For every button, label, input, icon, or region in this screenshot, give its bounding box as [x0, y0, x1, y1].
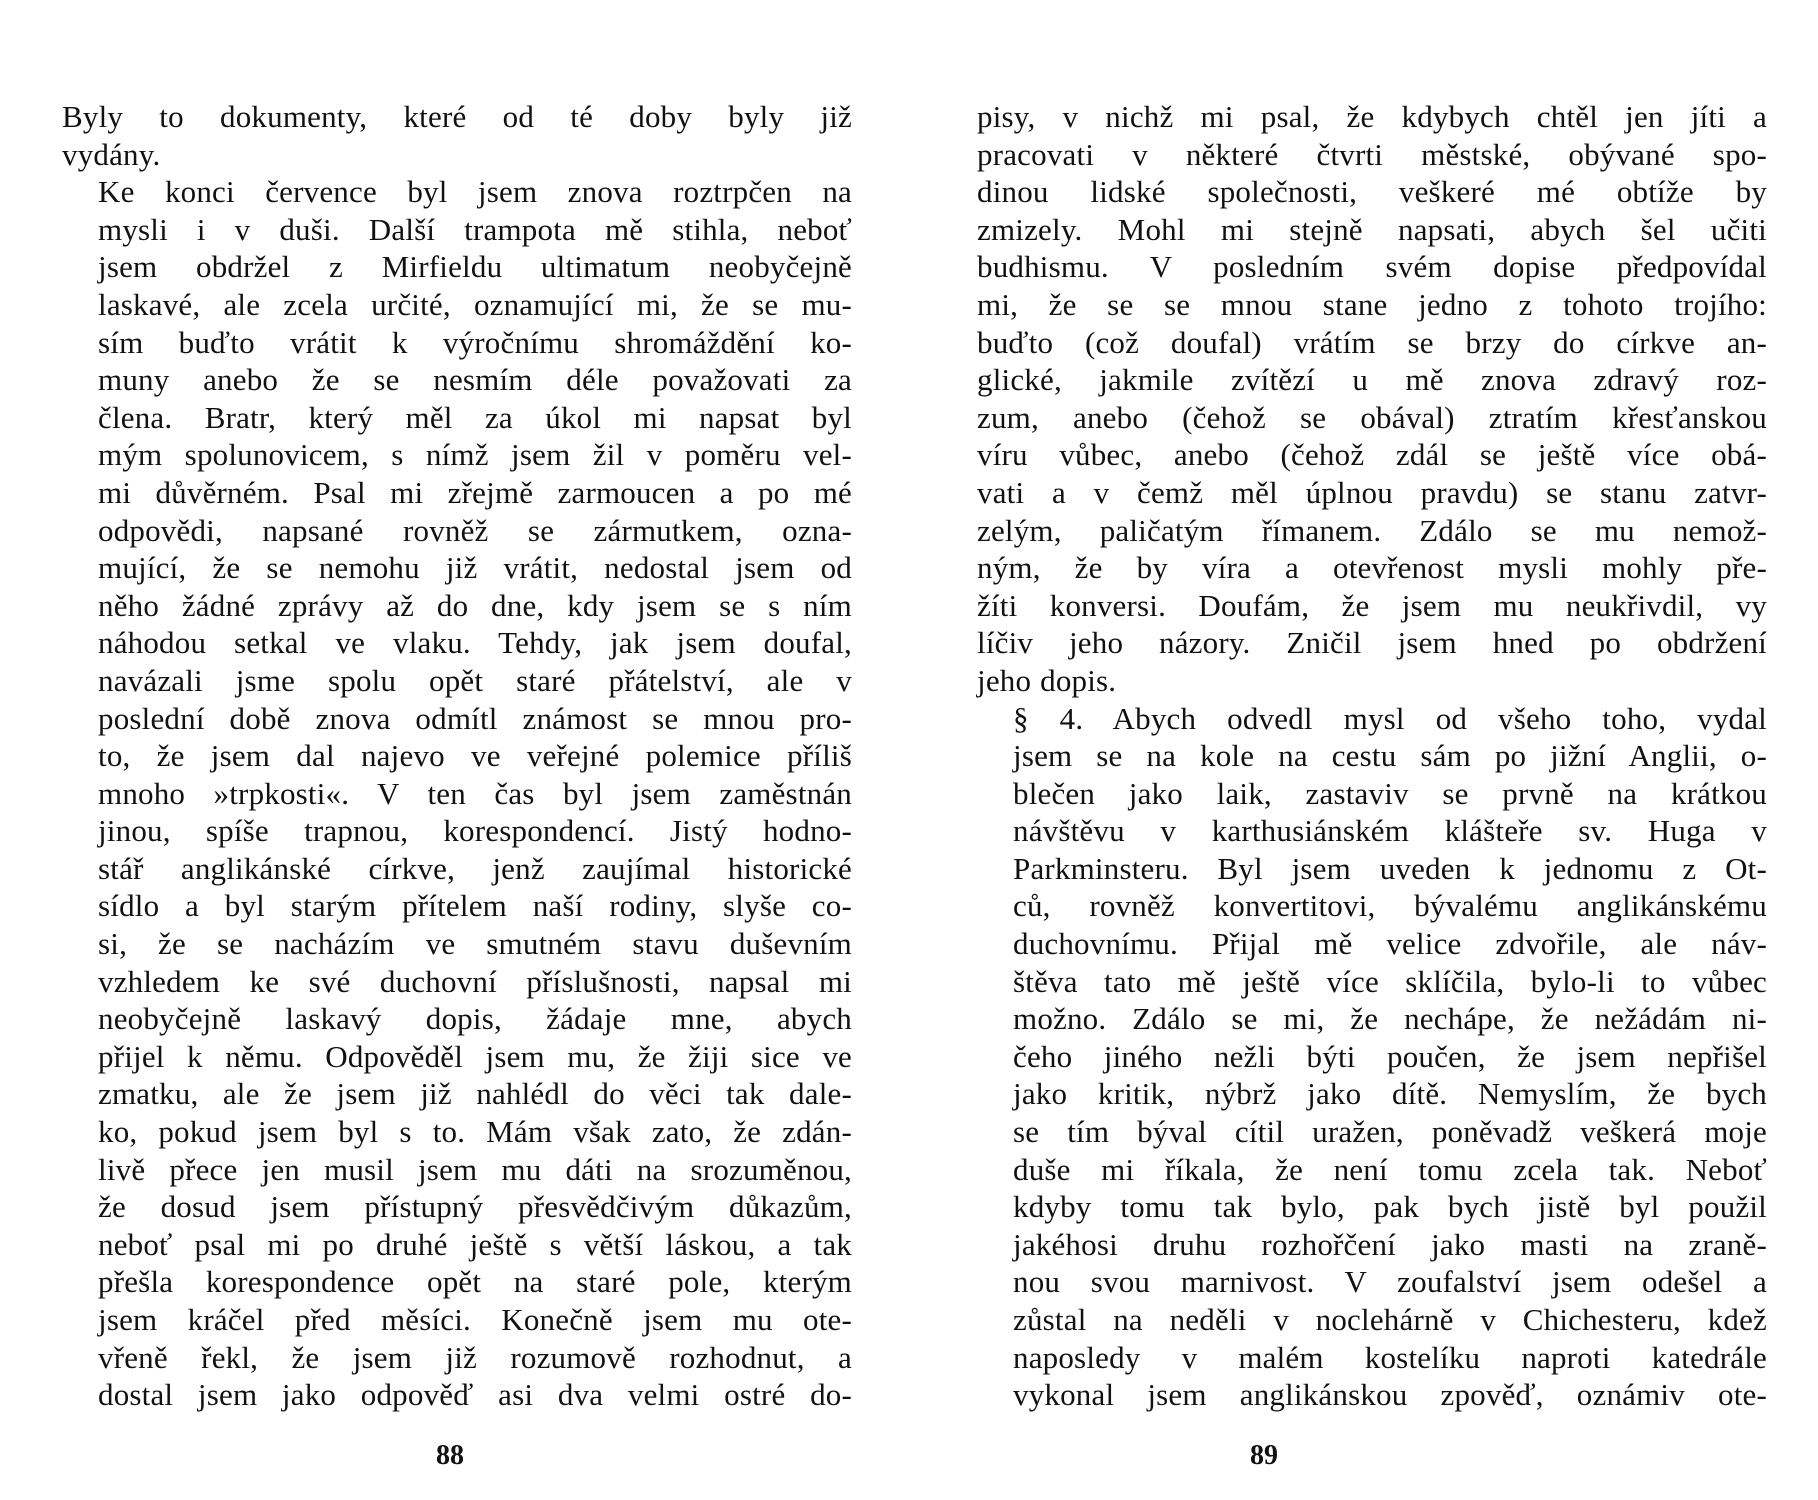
text-line: zum, anebo (čehož se obával) ztratím křesťanskou: [977, 399, 1767, 435]
text-line: jinou, spíše trapnou, korespondencí. Jistý hodno-: [98, 813, 852, 849]
text-line: vřeně řekl, že jsem již rozumově rozhodnut, a: [98, 1339, 852, 1375]
text-line: blečen jako laik, zastaviv se prvně na krátkou: [1013, 775, 1767, 811]
text-line: ným, že by víra a otevřenost mysli mohly pře-: [977, 550, 1767, 586]
text-line: dinou lidské společnosti, veškeré mé obtíže by: [977, 174, 1767, 210]
text-line: něho žádné zprávy až do dne, kdy jsem se s ním: [98, 587, 852, 623]
page-number: 88: [436, 1440, 464, 1471]
right-page: [909, 0, 1818, 1500]
text-line: člena. Bratr, který měl za úkol mi napsat byl: [98, 399, 852, 435]
text-line: jakéhosi druhu rozhořčení jako masti na zraně-: [1013, 1226, 1767, 1262]
text-line: jsem se na kole na cestu sám po jižní Anglii, o-: [1013, 738, 1767, 774]
text-line: dostal jsem jako odpověď asi dva velmi ostré do-: [98, 1377, 852, 1413]
text-line: neobyčejně laskavý dopis, žádaje mne, abych: [98, 1001, 852, 1037]
text-line: zelým, paličatým římanem. Zdálo se mu nemož-: [977, 512, 1767, 548]
text-line: jako kritik, nýbrž jako dítě. Nemyslím, že bych: [1013, 1076, 1767, 1112]
text-line: jsem kráčel před měsíci. Konečně jsem mu ote-: [98, 1302, 852, 1337]
text-line: duchovnímu. Přijal mě velice zdvořile, ale náv-: [1013, 926, 1767, 962]
text-line: přijel k němu. Odpověděl jsem mu, že žiji sice ve: [98, 1038, 852, 1074]
paragraph: [977, 98, 1767, 700]
text-line: odpovědi, napsané rovněž se zármutkem, ozna-: [98, 512, 852, 548]
text-line: návštěvu v karthusiánském klášteře sv. Huga v: [1013, 813, 1767, 849]
text-line: vzhledem ke své duchovní příslušnosti, napsal mi: [98, 963, 852, 999]
text-line: livě přece jen musil jsem mu dáti na srozuměnou,: [98, 1151, 852, 1187]
text-line: glické, jakmile zvítězí u mě znova zdravý roz-: [977, 362, 1767, 398]
text-line: ců, rovněž konvertitovi, bývalému anglikánskému: [1013, 888, 1767, 924]
text-line: poslední době znova odmítl známost se mnou pro-: [98, 700, 852, 736]
right-text-column: [977, 98, 1767, 1414]
page-number: 89: [1250, 1440, 1278, 1471]
text-line: mnoho »trpkosti«. V ten čas byl jsem zaměstnán: [98, 775, 852, 811]
text-line: vydány.: [62, 136, 161, 172]
text-line: líčiv jeho názory. Zničil jsem hned po obdržení: [977, 625, 1767, 661]
text-line: Parkminsteru. Byl jsem uveden k jednomu z Ot-: [1013, 850, 1767, 886]
text-line: mi, že se se mnou stane jedno z tohoto trojího:: [977, 286, 1767, 322]
text-line: zmatku, ale že jsem již nahlédl do věci tak dale-: [98, 1076, 852, 1112]
text-line: kdyby tomu tak bylo, pak bych jistě byl použil: [1013, 1189, 1767, 1225]
paragraph: [977, 700, 1767, 1414]
text-line: duše mi říkala, že není tomu zcela tak. Neboť: [1013, 1151, 1767, 1187]
text-line: že dosud jsem přístupný přesvědčivým důkazům,: [98, 1189, 852, 1225]
text-line: stář anglikánské církve, jenž zaujímal historické: [98, 850, 852, 886]
text-line: vati a v čemž měl úplnou pravdu) se stanu zatvr-: [977, 474, 1767, 510]
text-line: pisy, v nichž mi psal, že kdybych chtěl jen jíti a: [977, 99, 1767, 134]
text-line: § 4. Abych odvedl mysl od všeho toho, vydal: [1013, 700, 1767, 736]
text-line: mým spolunovicem, s nímž jsem žil v poměru vel-: [98, 437, 852, 473]
text-line: pracovati v některé čtvrti městské, obývané spo-: [977, 136, 1767, 172]
text-line: naposledy v malém kostelíku naproti katedrále: [1013, 1339, 1767, 1375]
text-line: jeho dopis.: [977, 662, 1117, 698]
text-line: Ke konci července byl jsem znova roztrpčen na: [98, 174, 852, 210]
text-line: víru vůbec, anebo (čehož zdál se ještě více obá-: [977, 437, 1767, 473]
paragraph: [62, 173, 852, 1414]
text-line: vykonal jsem anglikánskou zpověď, oznámiv ote-: [1013, 1377, 1767, 1413]
text-line: ko, pokud jsem byl s to. Mám však zato, že zdán-: [98, 1114, 852, 1150]
text-line: zmizely. Mohl mi stejně napsati, abych šel učiti: [977, 211, 1767, 247]
text-line: neboť psal mi po druhé ještě s větší láskou, a tak: [98, 1226, 852, 1262]
text-line: budhismu. V posledním svém dopise předpovídal: [977, 249, 1767, 285]
text-line: mující, že se nemohu již vrátit, nedostal jsem od: [98, 550, 852, 586]
text-line: buďto (což doufal) vrátím se brzy do církve an-: [977, 324, 1767, 360]
text-line: žíti konversi. Doufám, že jsem mu neukřivdil, vy: [977, 587, 1767, 623]
paragraph: [62, 98, 852, 173]
text-line: laskavé, ale zcela určité, oznamující mi, že se mu-: [98, 286, 852, 322]
text-line: sídlo a byl starým přítelem naší rodiny, slyše co-: [98, 888, 852, 924]
text-line: si, že se nacházím ve smutném stavu duševním: [98, 926, 852, 962]
text-line: mysli i v duši. Další trampota mě stihla, neboť: [98, 211, 852, 247]
left-text-column: [62, 98, 852, 1414]
text-line: zůstal na neděli v noclehárně v Chichesteru, kdež: [1013, 1302, 1767, 1337]
text-line: se tím býval cítil uražen, poněvadž veškerá moje: [1013, 1114, 1767, 1150]
text-line: to, že jsem dal najevo ve veřejné polemice příliš: [98, 738, 852, 774]
text-line: nou svou marnivost. V zoufalství jsem odešel a: [1013, 1264, 1767, 1300]
text-line: náhodou setkal ve vlaku. Tehdy, jak jsem doufal,: [98, 625, 852, 661]
text-line: jsem obdržel z Mirfieldu ultimatum neobyčejně: [98, 249, 852, 285]
text-line: možno. Zdálo se mi, že nechápe, že nežádám ni-: [1013, 1001, 1767, 1037]
text-line: Byly to dokumenty, které od té doby byly již: [62, 99, 852, 134]
text-line: sím buďto vrátit k výročnímu shromáždění ko-: [98, 324, 852, 360]
text-line: mi důvěrném. Psal mi zřejmě zarmoucen a po mé: [98, 474, 852, 510]
text-line: štěva tato mě ještě více sklíčila, bylo-li to vůbec: [1013, 963, 1767, 999]
text-line: přešla korespondence opět na staré pole, kterým: [98, 1264, 852, 1300]
text-line: navázali jsme spolu opět staré přátelství, ale v: [98, 662, 852, 698]
text-line: muny anebo že se nesmím déle považovati za: [98, 362, 852, 398]
text-line: čeho jiného nežli býti poučen, že jsem nepřišel: [1013, 1038, 1767, 1074]
